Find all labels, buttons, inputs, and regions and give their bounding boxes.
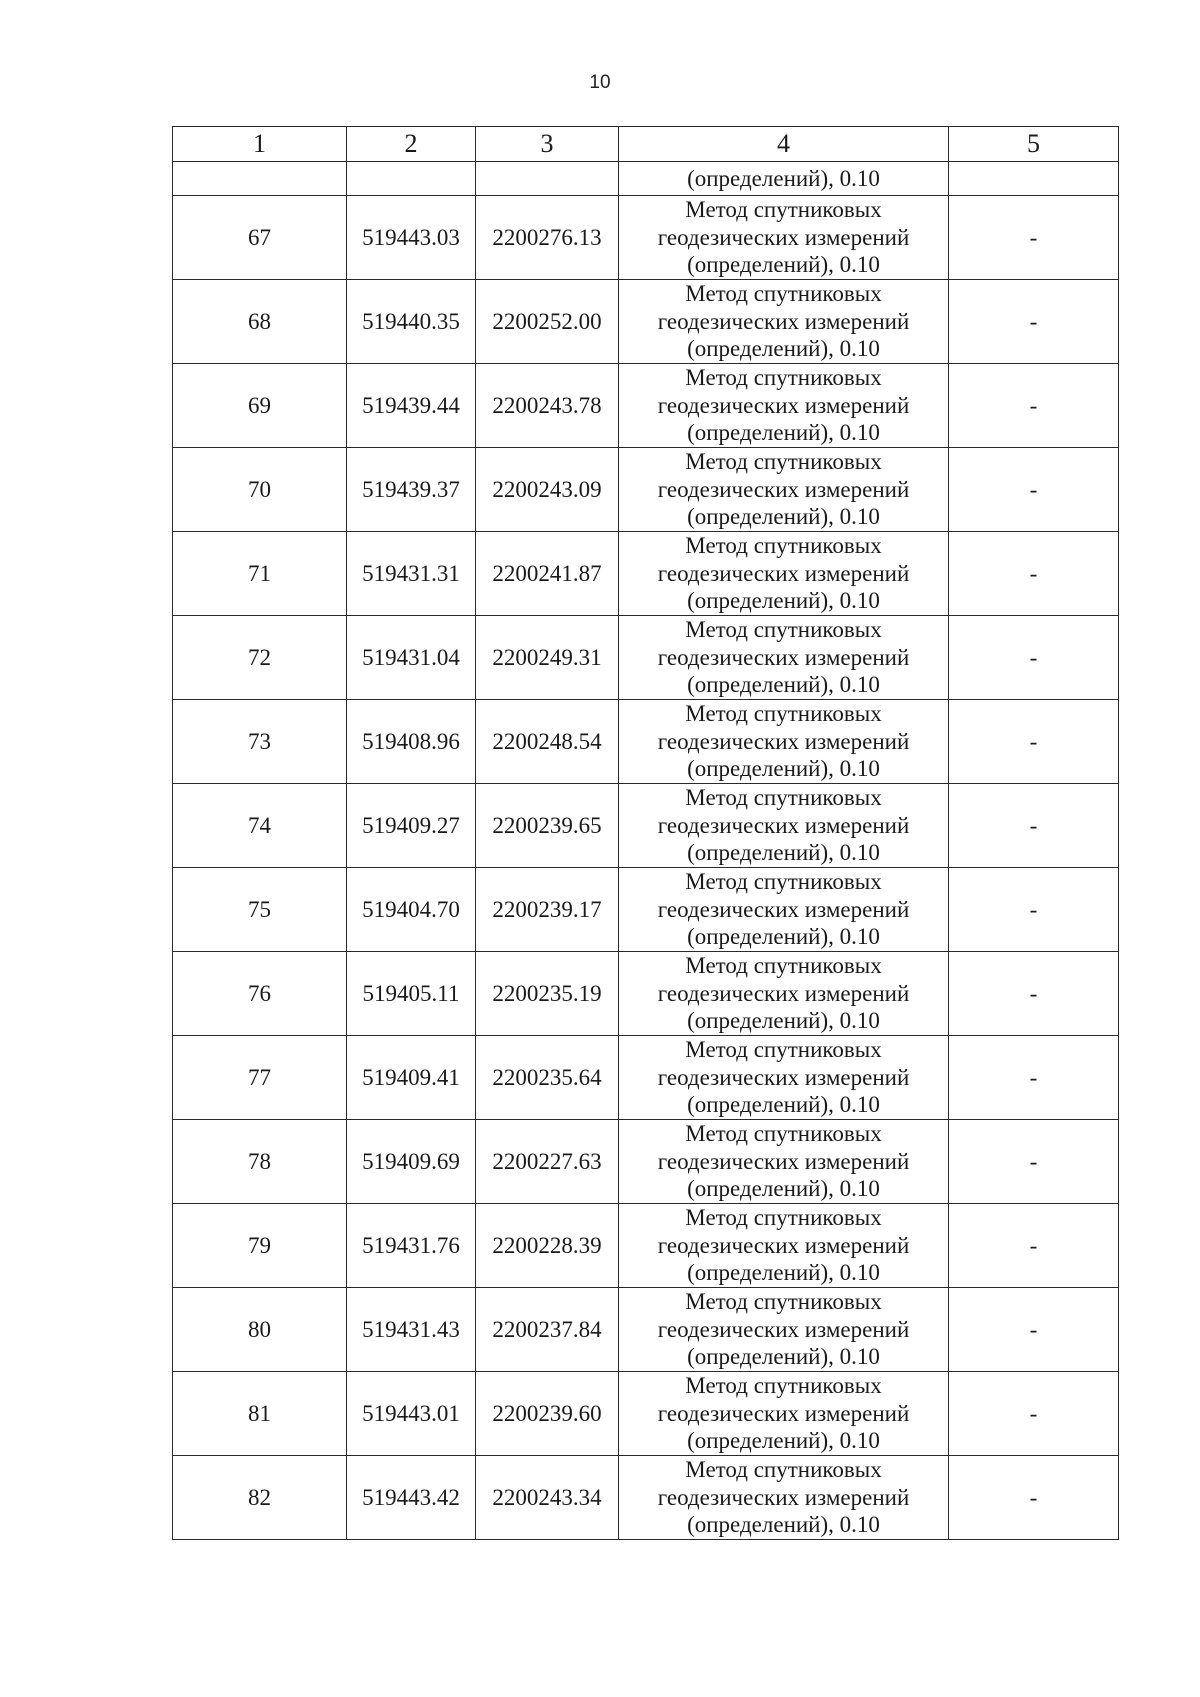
method-line-2: геодезических измерений bbox=[657, 476, 910, 502]
method-cell bbox=[619, 1204, 949, 1288]
y-coordinate-cell: 2200235.19 bbox=[476, 952, 619, 1036]
method-line-1: Метод спутниковых bbox=[685, 449, 882, 475]
note-cell: - bbox=[949, 1456, 1119, 1540]
y-coordinate-cell: 2200239.65 bbox=[476, 784, 619, 868]
method-line-3: (определений), 0.10 bbox=[687, 420, 880, 446]
method-cell bbox=[619, 1456, 949, 1540]
method-line-2: геодезических измерений bbox=[657, 1064, 910, 1090]
table-row bbox=[173, 1456, 1119, 1540]
method-line-3: (определений), 0.10 bbox=[687, 1092, 880, 1118]
x-coordinate-cell: 519439.37 bbox=[347, 448, 476, 532]
method-line-1: Метод спутниковых bbox=[685, 197, 882, 223]
method-line-2: геодезических измерений bbox=[657, 980, 910, 1006]
note-cell: - bbox=[949, 616, 1119, 700]
point-number-cell: 69 bbox=[173, 364, 347, 448]
point-number-cell: 77 bbox=[173, 1036, 347, 1120]
x-coordinate-cell: 519439.44 bbox=[347, 364, 476, 448]
y-coordinate-cell: 2200249.31 bbox=[476, 616, 619, 700]
table-row bbox=[173, 616, 1119, 700]
method-line-1: Метод спутниковых bbox=[685, 365, 882, 391]
method-line-1: Метод спутниковых bbox=[685, 1373, 882, 1399]
method-cell bbox=[619, 1036, 949, 1120]
x-coordinate-cell: 519404.70 bbox=[347, 868, 476, 952]
method-cell bbox=[619, 1288, 949, 1372]
method-line-1: Метод спутниковых bbox=[685, 533, 882, 559]
method-line-2: геодезических измерений bbox=[657, 392, 910, 418]
point-number-cell: 75 bbox=[173, 868, 347, 952]
method-line-2: геодезических измерений bbox=[657, 644, 910, 670]
method-line-1: Метод спутниковых bbox=[685, 1121, 882, 1147]
point-number-cell: 80 bbox=[173, 1288, 347, 1372]
note-cell: - bbox=[949, 280, 1119, 364]
method-line-3: (определений), 0.10 bbox=[687, 1260, 880, 1286]
x-coordinate-cell: 519443.42 bbox=[347, 1456, 476, 1540]
method-line-3: (определений), 0.10 bbox=[687, 336, 880, 362]
method-cell bbox=[619, 1120, 949, 1204]
table-row bbox=[173, 1036, 1119, 1120]
method-line-1: Метод спутниковых bbox=[685, 1037, 882, 1063]
table-row bbox=[173, 280, 1119, 364]
table-row bbox=[173, 1120, 1119, 1204]
y-coordinate-cell: 2200243.34 bbox=[476, 1456, 619, 1540]
method-line-1: Метод спутниковых bbox=[685, 1289, 882, 1315]
coordinates-table bbox=[172, 126, 1119, 1540]
table-row bbox=[173, 196, 1119, 280]
x-coordinate-cell: 519409.41 bbox=[347, 1036, 476, 1120]
method-line-2: геодезических измерений bbox=[657, 1400, 910, 1426]
x-coordinate-cell: 519431.31 bbox=[347, 532, 476, 616]
point-number-cell: 73 bbox=[173, 700, 347, 784]
method-line-1: Метод спутниковых bbox=[685, 1205, 882, 1231]
method-cell bbox=[619, 952, 949, 1036]
method-cell bbox=[619, 616, 949, 700]
method-line-3: (определений), 0.10 bbox=[687, 1512, 880, 1538]
method-line-2: геодезических измерений bbox=[657, 812, 910, 838]
note-cell: - bbox=[949, 1036, 1119, 1120]
method-line-2: геодезических измерений bbox=[657, 560, 910, 586]
table-row bbox=[173, 1372, 1119, 1456]
table-row bbox=[173, 364, 1119, 448]
note-cell: - bbox=[949, 1204, 1119, 1288]
method-line-1: Метод спутниковых bbox=[685, 701, 882, 727]
table-row bbox=[173, 1204, 1119, 1288]
x-coordinate-cell: 519409.27 bbox=[347, 784, 476, 868]
x-coordinate-cell: 519409.69 bbox=[347, 1120, 476, 1204]
method-cell bbox=[619, 784, 949, 868]
continuation-cell-1 bbox=[173, 162, 347, 196]
y-coordinate-cell: 2200235.64 bbox=[476, 1036, 619, 1120]
y-coordinate-cell: 2200239.60 bbox=[476, 1372, 619, 1456]
point-number-cell: 71 bbox=[173, 532, 347, 616]
method-cell bbox=[619, 532, 949, 616]
point-number-cell: 72 bbox=[173, 616, 347, 700]
note-cell: - bbox=[949, 952, 1119, 1036]
method-cell bbox=[619, 280, 949, 364]
y-coordinate-cell: 2200227.63 bbox=[476, 1120, 619, 1204]
method-line-1: Метод спутниковых bbox=[685, 281, 882, 307]
note-cell: - bbox=[949, 1288, 1119, 1372]
x-coordinate-cell: 519443.03 bbox=[347, 196, 476, 280]
column-header-4: 4 bbox=[619, 127, 949, 162]
method-line-2: геодезических измерений bbox=[657, 308, 910, 334]
note-cell: - bbox=[949, 364, 1119, 448]
y-coordinate-cell: 2200276.13 bbox=[476, 196, 619, 280]
method-line-1: Метод спутниковых bbox=[685, 785, 882, 811]
y-coordinate-cell: 2200228.39 bbox=[476, 1204, 619, 1288]
table-row bbox=[173, 952, 1119, 1036]
table-row bbox=[173, 1288, 1119, 1372]
method-line-3: (определений), 0.10 bbox=[687, 1344, 880, 1370]
method-line-2: геодезических измерений bbox=[657, 1148, 910, 1174]
note-cell: - bbox=[949, 868, 1119, 952]
method-line-3: (определений), 0.10 bbox=[687, 756, 880, 782]
note-cell: - bbox=[949, 448, 1119, 532]
point-number-cell: 68 bbox=[173, 280, 347, 364]
point-number-cell: 67 bbox=[173, 196, 347, 280]
x-coordinate-cell: 519405.11 bbox=[347, 952, 476, 1036]
method-line-3: (определений), 0.10 bbox=[687, 1428, 880, 1454]
column-header-1: 1 bbox=[173, 127, 347, 162]
method-line-3: (определений), 0.10 bbox=[687, 588, 880, 614]
continuation-row bbox=[173, 162, 1119, 196]
y-coordinate-cell: 2200248.54 bbox=[476, 700, 619, 784]
method-line-3: (определений), 0.10 bbox=[687, 840, 880, 866]
x-coordinate-cell: 519431.76 bbox=[347, 1204, 476, 1288]
y-coordinate-cell: 2200243.09 bbox=[476, 448, 619, 532]
point-number-cell: 82 bbox=[173, 1456, 347, 1540]
note-cell: - bbox=[949, 700, 1119, 784]
table-row bbox=[173, 700, 1119, 784]
x-coordinate-cell: 519431.04 bbox=[347, 616, 476, 700]
table-header-row bbox=[173, 127, 1119, 162]
note-cell: - bbox=[949, 1372, 1119, 1456]
method-line-3: (определений), 0.10 bbox=[687, 1008, 880, 1034]
method-line-3: (определений), 0.10 bbox=[687, 504, 880, 530]
continuation-cell-3 bbox=[476, 162, 619, 196]
column-header-5: 5 bbox=[949, 127, 1119, 162]
method-line-1: Метод спутниковых bbox=[685, 869, 882, 895]
table-row bbox=[173, 532, 1119, 616]
point-number-cell: 74 bbox=[173, 784, 347, 868]
y-coordinate-cell: 2200239.17 bbox=[476, 868, 619, 952]
note-cell: - bbox=[949, 784, 1119, 868]
method-line-1: Метод спутниковых bbox=[685, 953, 882, 979]
y-coordinate-cell: 2200252.00 bbox=[476, 280, 619, 364]
method-cell bbox=[619, 700, 949, 784]
method-line-3: (определений), 0.10 bbox=[687, 672, 880, 698]
table-row bbox=[173, 448, 1119, 532]
note-cell: - bbox=[949, 196, 1119, 280]
column-header-2: 2 bbox=[347, 127, 476, 162]
point-number-cell: 70 bbox=[173, 448, 347, 532]
method-cell bbox=[619, 448, 949, 532]
method-line-2: геодезических измерений bbox=[657, 224, 910, 250]
method-line-2: геодезических измерений bbox=[657, 1232, 910, 1258]
method-line-2: геодезических измерений bbox=[657, 1484, 910, 1510]
method-line-2: геодезических измерений bbox=[657, 728, 910, 754]
point-number-cell: 81 bbox=[173, 1372, 347, 1456]
x-coordinate-cell: 519443.01 bbox=[347, 1372, 476, 1456]
y-coordinate-cell: 2200243.78 bbox=[476, 364, 619, 448]
note-cell: - bbox=[949, 1120, 1119, 1204]
continuation-cell-2 bbox=[347, 162, 476, 196]
x-coordinate-cell: 519431.43 bbox=[347, 1288, 476, 1372]
method-line-3: (определений), 0.10 bbox=[687, 1176, 880, 1202]
table-body bbox=[173, 162, 1119, 1540]
continuation-cell-4: (определений), 0.10 bbox=[619, 162, 949, 196]
method-cell bbox=[619, 364, 949, 448]
x-coordinate-cell: 519440.35 bbox=[347, 280, 476, 364]
point-number-cell: 79 bbox=[173, 1204, 347, 1288]
method-line-2: геодезических измерений bbox=[657, 896, 910, 922]
table-row bbox=[173, 784, 1119, 868]
table-row bbox=[173, 868, 1119, 952]
y-coordinate-cell: 2200241.87 bbox=[476, 532, 619, 616]
point-number-cell: 76 bbox=[173, 952, 347, 1036]
method-line-3: (определений), 0.10 bbox=[687, 924, 880, 950]
continuation-cell-5 bbox=[949, 162, 1119, 196]
method-line-1: Метод спутниковых bbox=[685, 617, 882, 643]
y-coordinate-cell: 2200237.84 bbox=[476, 1288, 619, 1372]
method-cell bbox=[619, 196, 949, 280]
method-line-2: геодезических измерений bbox=[657, 1316, 910, 1342]
column-header-3: 3 bbox=[476, 127, 619, 162]
method-line-1: Метод спутниковых bbox=[685, 1457, 882, 1483]
point-number-cell: 78 bbox=[173, 1120, 347, 1204]
method-line-3: (определений), 0.10 bbox=[687, 252, 880, 278]
x-coordinate-cell: 519408.96 bbox=[347, 700, 476, 784]
method-cell bbox=[619, 1372, 949, 1456]
note-cell: - bbox=[949, 532, 1119, 616]
page-number: 10 bbox=[589, 72, 611, 93]
method-cell bbox=[619, 868, 949, 952]
